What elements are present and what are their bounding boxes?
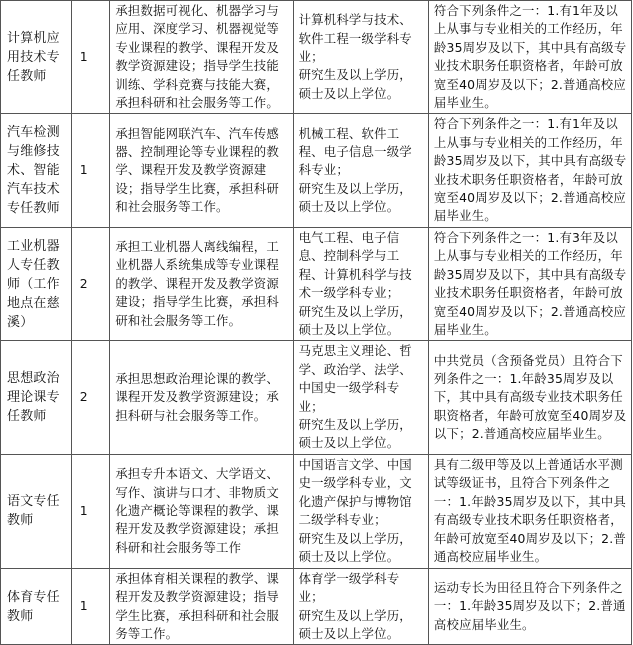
table-row [1,454,632,568]
degree-text: 研究生及以上学历，硕士及以上学位。 [298,303,412,337]
condition-cell: 符合下列条件之一：1.有1年及以上从事与专业相关的工作经历，年龄35周岁及以下，其中具有高级专业技术职务任职资格者，年龄可放宽至40周岁及以下；2.普通高校应届毕业生。 [428,114,631,227]
position-cell: 语文专任教师 [1,454,72,568]
condition-cell: 具有二级甲等及以上普通话水平测试等级证书，且符合下列条件之一：1.年龄35周岁及以下，其中具有高级专业技术职务任职资格者，年龄可放宽至40周岁及以下；2.普通高校应届毕业生。 [428,454,631,568]
count-cell: 1 [71,1,110,114]
table-row [1,114,632,227]
degree-text: 研究生及以上学历，硕士及以上学位。 [298,530,412,565]
count-cell: 2 [71,341,110,454]
duty-cell: 承担数据可视化、机器学习与应用、深度学习、机器视觉等专业课程的教学、课程开发及教学资源建设；指导学生技能训练、学科竞赛与技能大赛，承担科研和社会服务等工作。 [110,1,293,114]
requirement-cell [293,454,428,568]
condition-cell: 运动专长为田径且符合下列条件之一：1.年龄35周岁及以下；2.普通高校应届毕业生。 [428,568,631,645]
degree-text: 研究生及以上学历，硕士及以上学位。 [298,607,412,641]
position-cell: 体育专任教师 [1,568,72,645]
condition-cell: 中共党员（含预备党员）且符合下列条件之一：1.年龄35周岁及以下，其中具有高级专业技术职务任职资格者，年龄可放宽至40周岁及以下；2.普通高校应届毕业生。 [428,341,631,454]
position-cell: 工业机器人专任教师（工作地点在慈溪） [1,227,72,340]
duty-cell: 承担工业机器人离线编程，工业机器人系统集成等专业课程的教学、课程开发及教学资源建设；指导学生比赛，承担科研和社会服务等工作。 [110,227,293,340]
degree-text: 研究生及以上学历，硕士及以上学位。 [298,180,412,215]
major-text: 计算机科学与技术、软件工程一级学科专业； [298,12,412,65]
major-text: 马克思主义理论、哲学、政治学、法学、中国史一级学科专业； [298,343,412,414]
table-row [1,341,632,454]
count-cell: 1 [71,568,110,645]
major-text: 体育学一级学科专业； [298,570,400,605]
position-cell: 思想政治理论课专任教师 [1,341,72,454]
duty-cell: 承担智能网联汽车、汽车传感器、控制理论等专业课程的教学、课程开发及教学资源建设；指导学生比赛，承担科研和社会服务等工作。 [110,114,293,227]
duty-cell: 承担思想政治理论课的教学、课程开发及教学资源建设；承担科研与社会服务等工作。 [110,341,293,454]
degree-text: 研究生及以上学历，硕士及以上学位。 [298,416,412,451]
degree-text: 研究生及以上学历，硕士及以上学位。 [298,67,412,101]
requirement-cell [293,227,428,340]
requirement-cell [293,1,428,114]
major-text: 机械工程、软件工程、电子信息一级学科专业； [298,125,412,178]
count-cell: 1 [71,114,110,227]
count-cell: 2 [71,227,110,340]
requirement-cell [293,114,428,227]
position-cell: 汽车检测与维修技术、智能汽车技术专任教师 [1,114,72,227]
table-row [1,1,632,114]
position-cell: 计算机应用技术专任教师 [1,1,72,114]
major-text: 电气工程、电子信息、控制科学与工程、计算机科学与技术一级学科专业； [298,229,412,301]
duty-cell: 承担专升本语文、大学语文、写作、演讲与口才、非物质文化遗产概论等课程的教学、课程开发及教学资源建设；承担科研和社会服务等工作 [110,454,293,568]
count-cell: 1 [71,454,110,568]
major-text: 中国语言文学、中国史一级学科专业，文化遗产保护与博物馆二级学科专业； [298,457,412,528]
table-row [1,568,632,645]
table-row [1,227,632,340]
requirement-cell [293,341,428,454]
requirement-cell [293,568,428,645]
condition-cell: 符合下列条件之一：1.有1年及以上从事与专业相关的工作经历，年龄35周岁及以下，其中具有高级专业技术职务任职资格者，年龄可放宽至40周岁及以下；2.普通高校应届毕业生。 [428,1,631,114]
condition-cell: 符合下列条件之一：1.有3年及以上从事与专业相关的工作经历，年龄35周岁及以下，其中具有高级专业技术职务任职资格者，年龄可放宽至40周岁及以下；2.普通高校应届毕业生。 [428,227,631,340]
duty-cell: 承担体育相关课程的教学、课程开发及教学资源建设；指导学生比赛，承担科研和社会服务等工作。 [110,568,293,645]
